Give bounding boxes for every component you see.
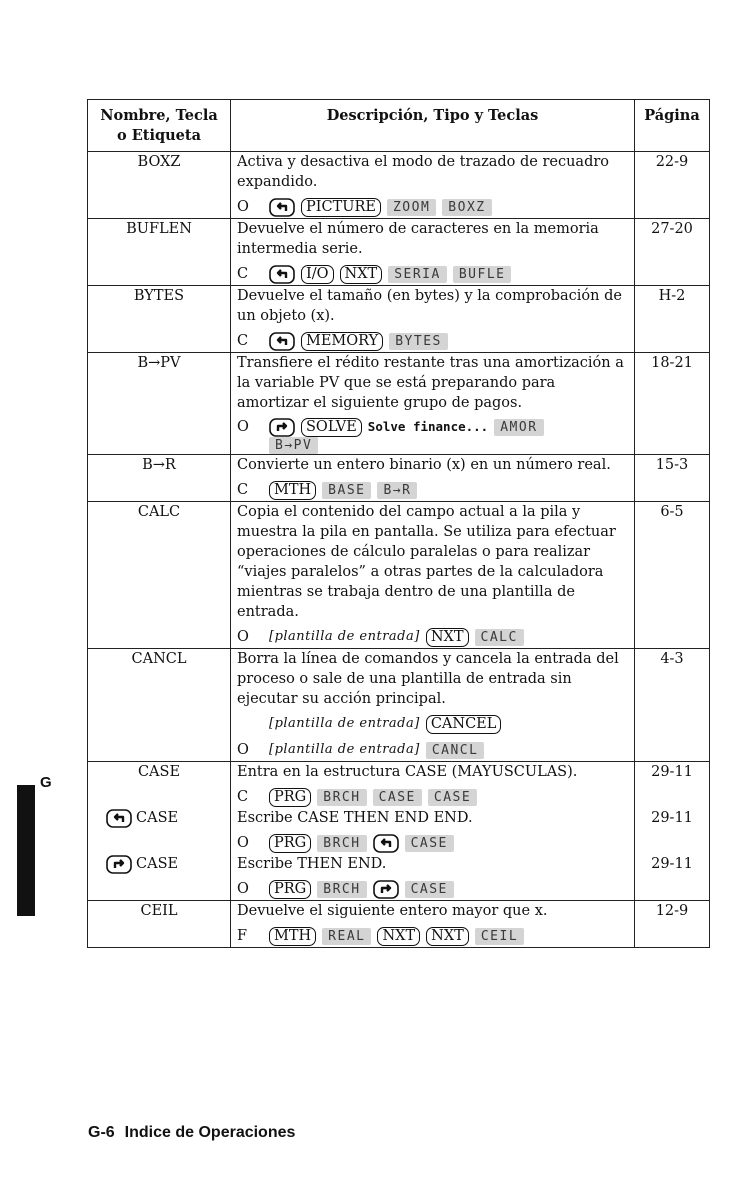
op-description: Devuelve el número de caracteres en la memoria intermedia serie.: [237, 221, 599, 257]
op-name-cell: [88, 808, 231, 854]
table-row: [88, 762, 710, 809]
nxt-key: NXT: [377, 927, 420, 946]
menu-label-br: B→R: [377, 482, 417, 499]
key-sequence: [237, 786, 628, 808]
op-description-cell: [231, 762, 635, 809]
menu-label-amor: AMOR: [494, 419, 543, 436]
menu-label-brch: BRCH: [317, 881, 366, 898]
op-name: CASE: [136, 810, 179, 826]
header-page: Página: [635, 100, 710, 152]
table-row: [88, 901, 710, 948]
table-header-row: [88, 100, 710, 152]
cancel-key: CANCEL: [426, 715, 502, 734]
op-name: CEIL: [88, 901, 231, 948]
op-name: B→PV: [88, 353, 231, 455]
solve-finance-choice: Solve finance...: [367, 419, 489, 434]
op-description: Entra en la estructura CASE (MAYUSCULAS).: [237, 764, 578, 780]
op-name: BYTES: [88, 286, 231, 353]
menu-label-cancl: CANCL: [426, 742, 485, 759]
key-sequence: [237, 263, 628, 285]
op-description-cell: [231, 455, 635, 502]
op-name: CASE: [88, 762, 231, 809]
op-description: Activa y desactiva el modo de trazado de recuadro expandido.: [237, 154, 610, 190]
key-sequence: [237, 626, 628, 648]
op-description: Devuelve el siguiente entero mayor que x.: [237, 903, 548, 919]
op-page: 12-9: [635, 901, 710, 948]
key-sequence: [237, 878, 628, 900]
op-type: O: [237, 835, 249, 851]
op-description: Escribe THEN END.: [237, 856, 387, 872]
section-tab-bar: [17, 785, 35, 916]
prg-key: PRG: [269, 880, 311, 899]
op-page: H-2: [635, 286, 710, 353]
key-sequence: [237, 196, 628, 218]
table-row: [88, 808, 710, 854]
nxt-key: NXT: [426, 628, 469, 647]
op-description: Convierte un entero binario (x) en un número real.: [237, 457, 611, 473]
input-template-context: [plantilla de entrada]: [269, 716, 420, 731]
op-page: 27-20: [635, 219, 710, 286]
op-description-cell: [231, 219, 635, 286]
menu-label-bpv: B→PV: [269, 437, 318, 454]
left-shift-key-icon: [269, 265, 295, 284]
key-sequence: [237, 739, 628, 761]
op-page: 29-11: [635, 762, 710, 809]
op-type: F: [237, 928, 248, 944]
menu-label-boxz: BOXZ: [442, 199, 491, 216]
footer-title: Indice de Operaciones: [124, 1124, 296, 1141]
op-name-cell: [88, 854, 231, 901]
header-description: Descripción, Tipo y Teclas: [231, 100, 635, 152]
right-shift-key-icon: [106, 855, 132, 874]
op-description: Transfiere el rédito restante tras una amortización a la variable PV que se está preparando para amortizar el siguiente grupo de pagos.: [237, 355, 624, 411]
op-description: Escribe CASE THEN END END.: [237, 810, 473, 826]
key-sequence: [237, 330, 628, 352]
right-shift-key-icon: [373, 880, 399, 899]
page-number: G-6: [88, 1124, 115, 1141]
operations-table: [87, 99, 710, 948]
op-type: C: [237, 333, 249, 349]
op-page: 18-21: [635, 353, 710, 455]
op-name: B→R: [88, 455, 231, 502]
left-shift-key-icon: [269, 332, 295, 351]
key-sequence: [237, 479, 628, 501]
io-key: I/O: [301, 265, 334, 284]
header-name: Nombre, Tecla o Etiqueta: [88, 100, 231, 152]
page-footer: [88, 1124, 305, 1142]
op-description-cell: [231, 901, 635, 948]
key-sequence: [237, 417, 628, 454]
menu-label-case: CASE: [405, 881, 454, 898]
menu-label-case: CASE: [405, 835, 454, 852]
left-shift-key-icon: [106, 809, 132, 828]
nxt-key: NXT: [426, 927, 469, 946]
op-name: BOXZ: [88, 152, 231, 219]
op-name-with-key: [94, 808, 224, 828]
op-type: O: [237, 629, 249, 645]
table-row: [88, 152, 710, 219]
op-description-cell: [231, 286, 635, 353]
op-type: C: [237, 482, 249, 498]
op-type: O: [237, 881, 249, 897]
prg-key: PRG: [269, 834, 311, 853]
op-description-cell: [231, 854, 635, 901]
menu-label-base: BASE: [322, 482, 371, 499]
op-type: O: [237, 199, 249, 215]
left-shift-key-icon: [269, 198, 295, 217]
op-description: Devuelve el tamaño (en bytes) y la comprobación de un objeto (x).: [237, 288, 622, 324]
menu-label-seria: SERIA: [388, 266, 447, 283]
menu-label-bytes: BYTES: [389, 333, 448, 350]
op-type: C: [237, 789, 249, 805]
left-shift-key-icon: [373, 834, 399, 853]
table-row: [88, 286, 710, 353]
op-page: 6-5: [635, 502, 710, 649]
op-type: C: [237, 266, 249, 282]
table-row: [88, 502, 710, 649]
menu-label-case: CASE: [373, 789, 422, 806]
op-description-cell: [231, 502, 635, 649]
picture-key: PICTURE: [301, 198, 381, 217]
menu-label-real: REAL: [322, 928, 371, 945]
op-name: CASE: [136, 856, 179, 872]
table-row: [88, 854, 710, 901]
op-type: O: [237, 419, 249, 435]
table-row: [88, 649, 710, 762]
op-description: Borra la línea de comandos y cancela la entrada del proceso o sale de una plantilla de entrada sin ejecutar su acción principal.: [237, 651, 619, 707]
op-description-cell: [231, 353, 635, 455]
menu-label-case: CASE: [428, 789, 477, 806]
op-page: 4-3: [635, 649, 710, 762]
menu-label-zoom: ZOOM: [387, 199, 436, 216]
op-page: 29-11: [635, 808, 710, 854]
op-page: 22-9: [635, 152, 710, 219]
table-row: [88, 455, 710, 502]
op-page: 29-11: [635, 854, 710, 901]
op-type: O: [237, 742, 249, 758]
key-sequence: [237, 832, 628, 854]
op-description-cell: [231, 152, 635, 219]
memory-key: MEMORY: [301, 332, 383, 351]
menu-label-bufle: BUFLE: [453, 266, 512, 283]
op-name-with-key: [94, 854, 224, 874]
solve-key: SOLVE: [301, 418, 362, 437]
section-tab-letter: G: [40, 774, 52, 791]
input-template-context: [plantilla de entrada]: [269, 742, 420, 757]
op-description: Copia el contenido del campo actual a la pila y muestra la pila en pantalla. Se utiliza para efectuar operaciones de cálculo paralelas o para realizar “viajes paralelos” a otras partes de la calculadora mientras se trabaja dentro de una plantilla de entrada.: [237, 504, 616, 620]
op-name: BUFLEN: [88, 219, 231, 286]
op-description-cell: [231, 808, 635, 854]
op-name: CANCL: [88, 649, 231, 762]
mth-key: MTH: [269, 927, 316, 946]
table-row: [88, 219, 710, 286]
key-sequence: [237, 713, 628, 735]
mth-key: MTH: [269, 481, 316, 500]
op-page: 15-3: [635, 455, 710, 502]
menu-label-brch: BRCH: [317, 835, 366, 852]
op-name: CALC: [88, 502, 231, 649]
menu-label-calc: CALC: [475, 629, 524, 646]
menu-label-brch: BRCH: [317, 789, 366, 806]
table-row: [88, 353, 710, 455]
nxt-key: NXT: [340, 265, 383, 284]
right-shift-key-icon: [269, 418, 295, 437]
key-sequence: [237, 925, 628, 947]
prg-key: PRG: [269, 788, 311, 807]
op-description-cell: [231, 649, 635, 762]
menu-label-ceil: CEIL: [475, 928, 524, 945]
input-template-context: [plantilla de entrada]: [269, 629, 420, 644]
